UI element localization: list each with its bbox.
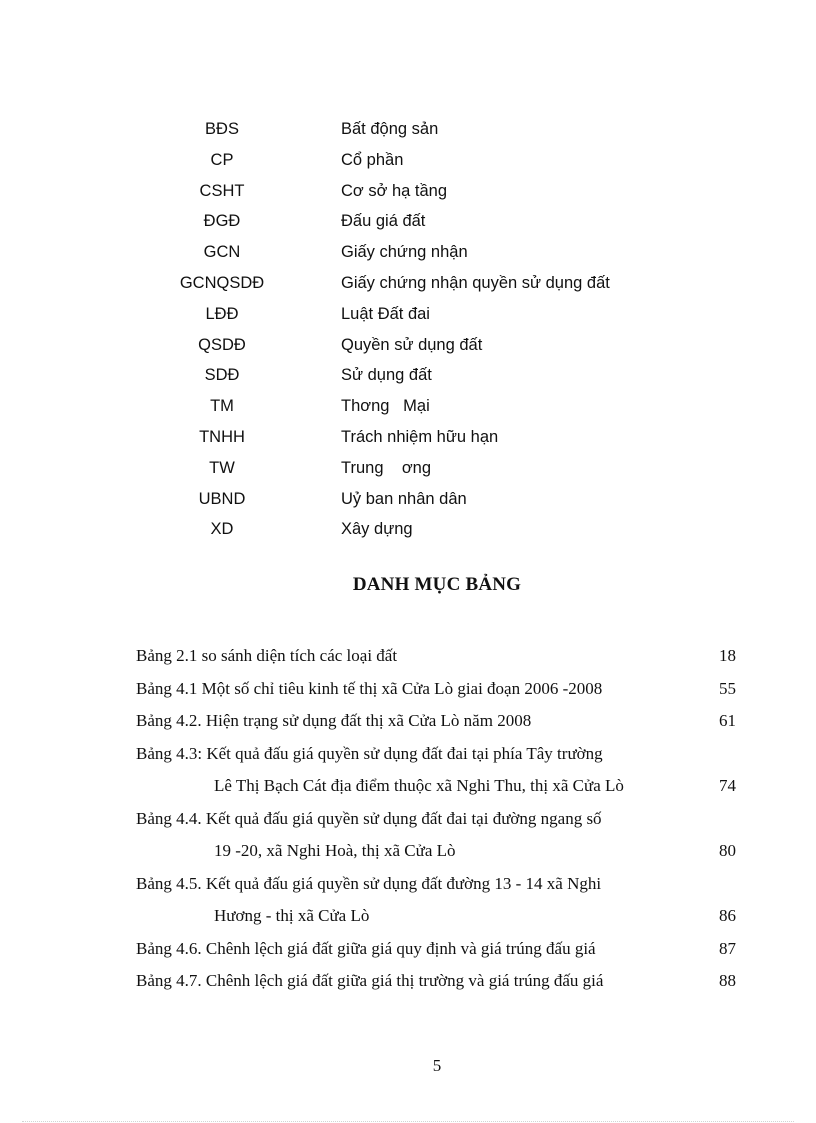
abbreviation-row (0, 209, 816, 240)
abbreviation-meaning: Giấy chứng nhận (341, 243, 468, 262)
abbreviation-row (0, 394, 816, 425)
page-number: 5 (432, 1056, 442, 1075)
table-entry-title: 19 -20, xã Nghi Hoà, thị xã Cửa Lò (214, 841, 456, 860)
abbreviation-code: UBND (198, 489, 246, 508)
table-entry-title: Bảng 4.2. Hiện trạng sử dụng đất thị xã Cửa Lò năm 2008 (136, 711, 532, 730)
abbreviation-row (0, 487, 816, 518)
abbreviation-meaning: Luật Đất đai (341, 304, 430, 323)
abbreviation-meaning: Cổ phần (341, 150, 404, 169)
abbreviation-row (0, 179, 816, 210)
table-entry-title: Bảng 4.1 Một số chỉ tiêu kinh tế thị xã Cửa Lò giai đoạn 2006 -2008 (136, 678, 603, 698)
section-title: DANH MỤC BẢNG (352, 574, 522, 595)
abbreviation-code: XD (210, 520, 234, 539)
abbreviation-row (0, 456, 816, 487)
table-entry (136, 806, 738, 871)
table-entry-page: 18 (719, 646, 736, 665)
abbreviation-code: LĐĐ (205, 304, 239, 323)
abbreviation-meaning: Trung ơng (341, 458, 432, 477)
table-entry (136, 968, 738, 1001)
abbreviation-row (0, 117, 816, 148)
table-entry (136, 676, 738, 709)
table-entry-line (136, 643, 738, 676)
table-entry-line (136, 676, 738, 709)
table-entry-line (136, 903, 738, 936)
abbreviation-code: GCNQSDĐ (179, 273, 265, 292)
table-entry-page: 61 (719, 711, 736, 730)
abbreviation-meaning: Bất động sản (341, 120, 439, 138)
abbreviation-meaning: Cơ sở hạ tầng (341, 181, 448, 200)
abbreviation-meaning: Thơng Mại (341, 397, 430, 416)
table-entry-page: 88 (719, 971, 736, 990)
table-entry-title: Bảng 4.4. Kết quả đấu giá quyền sử dụng đất đai tại đường ngang số (136, 808, 602, 828)
table-entry-page: 74 (719, 776, 736, 795)
abbreviation-code: TM (210, 397, 234, 416)
table-entry-line (136, 806, 738, 839)
abbreviation-row (0, 425, 816, 456)
table-entry (136, 936, 738, 969)
table-entry-title: Bảng 4.3: Kết quả đấu giá quyền sử dụng đất đai tại phía Tây trường (136, 743, 603, 763)
table-entry (136, 643, 738, 676)
abbreviation-code: GCN (203, 243, 241, 262)
table-entry (136, 708, 738, 741)
abbreviation-meaning: Quyền sử dụng đất (341, 335, 483, 354)
abbreviation-meaning: Giấy chứng nhận quyền sử dụng đất (341, 273, 610, 292)
table-entry (136, 871, 738, 936)
abbreviation-row (0, 517, 816, 548)
table-entry-line (136, 708, 738, 741)
abbreviation-code: TW (209, 458, 235, 477)
table-entry-line (136, 773, 738, 806)
page-bottom-divider (22, 1121, 794, 1122)
table-entry-line (136, 968, 738, 1001)
abbreviation-meaning: Đấu giá đất (341, 212, 426, 231)
abbreviation-list (0, 117, 816, 548)
abbreviation-code: TNHH (199, 427, 245, 446)
table-entry-title: Bảng 4.7. Chênh lệch giá đất giữa giá thị trường và giá trúng đấu giá (136, 971, 604, 990)
table-entry-line (136, 838, 738, 871)
table-entry-line (136, 871, 738, 904)
table-entry-page: 86 (719, 906, 736, 925)
abbreviation-meaning: Trách nhiệm hữu hạn (341, 427, 499, 446)
table-entry-title: Bảng 2.1 so sánh diện tích các loại đất (136, 646, 398, 665)
abbreviation-code: CP (210, 150, 234, 169)
table-entry-title: Bảng 4.6. Chênh lệch giá đất giữa giá quy định và giá trúng đấu giá (136, 938, 596, 958)
abbreviation-code: CSHT (199, 181, 245, 200)
abbreviation-code: BĐS (205, 120, 239, 138)
table-entry-title: Lê Thị Bạch Cát địa điểm thuộc xã Nghi Thu, thị xã Cửa Lò (214, 776, 624, 795)
table-of-tables (136, 643, 738, 1001)
abbreviation-row (0, 363, 816, 394)
table-entry-page: 87 (719, 938, 736, 958)
abbreviation-row (0, 333, 816, 364)
abbreviation-row (0, 271, 816, 302)
abbreviation-code: SDĐ (204, 366, 240, 385)
abbreviation-code: ĐGĐ (203, 212, 241, 231)
abbreviation-meaning: Uỷ ban nhân dân (341, 489, 467, 508)
abbreviation-meaning: Sử dụng đất (341, 366, 432, 385)
abbreviation-meaning: Xây dựng (341, 520, 413, 539)
table-entry-page: 80 (719, 841, 736, 860)
table-entry-page: 55 (719, 678, 736, 698)
table-entry-line (136, 936, 738, 969)
abbreviation-row (0, 302, 816, 333)
table-entry-title: Bảng 4.5. Kết quả đấu giá quyền sử dụng đất đường 13 - 14 xã Nghi (136, 873, 602, 893)
abbreviation-row (0, 148, 816, 179)
abbreviation-code: QSDĐ (198, 335, 246, 354)
table-entry-line (136, 741, 738, 774)
table-entry-title: Hương - thị xã Cửa Lò (214, 906, 370, 925)
abbreviation-row (0, 240, 816, 271)
table-entry (136, 741, 738, 806)
